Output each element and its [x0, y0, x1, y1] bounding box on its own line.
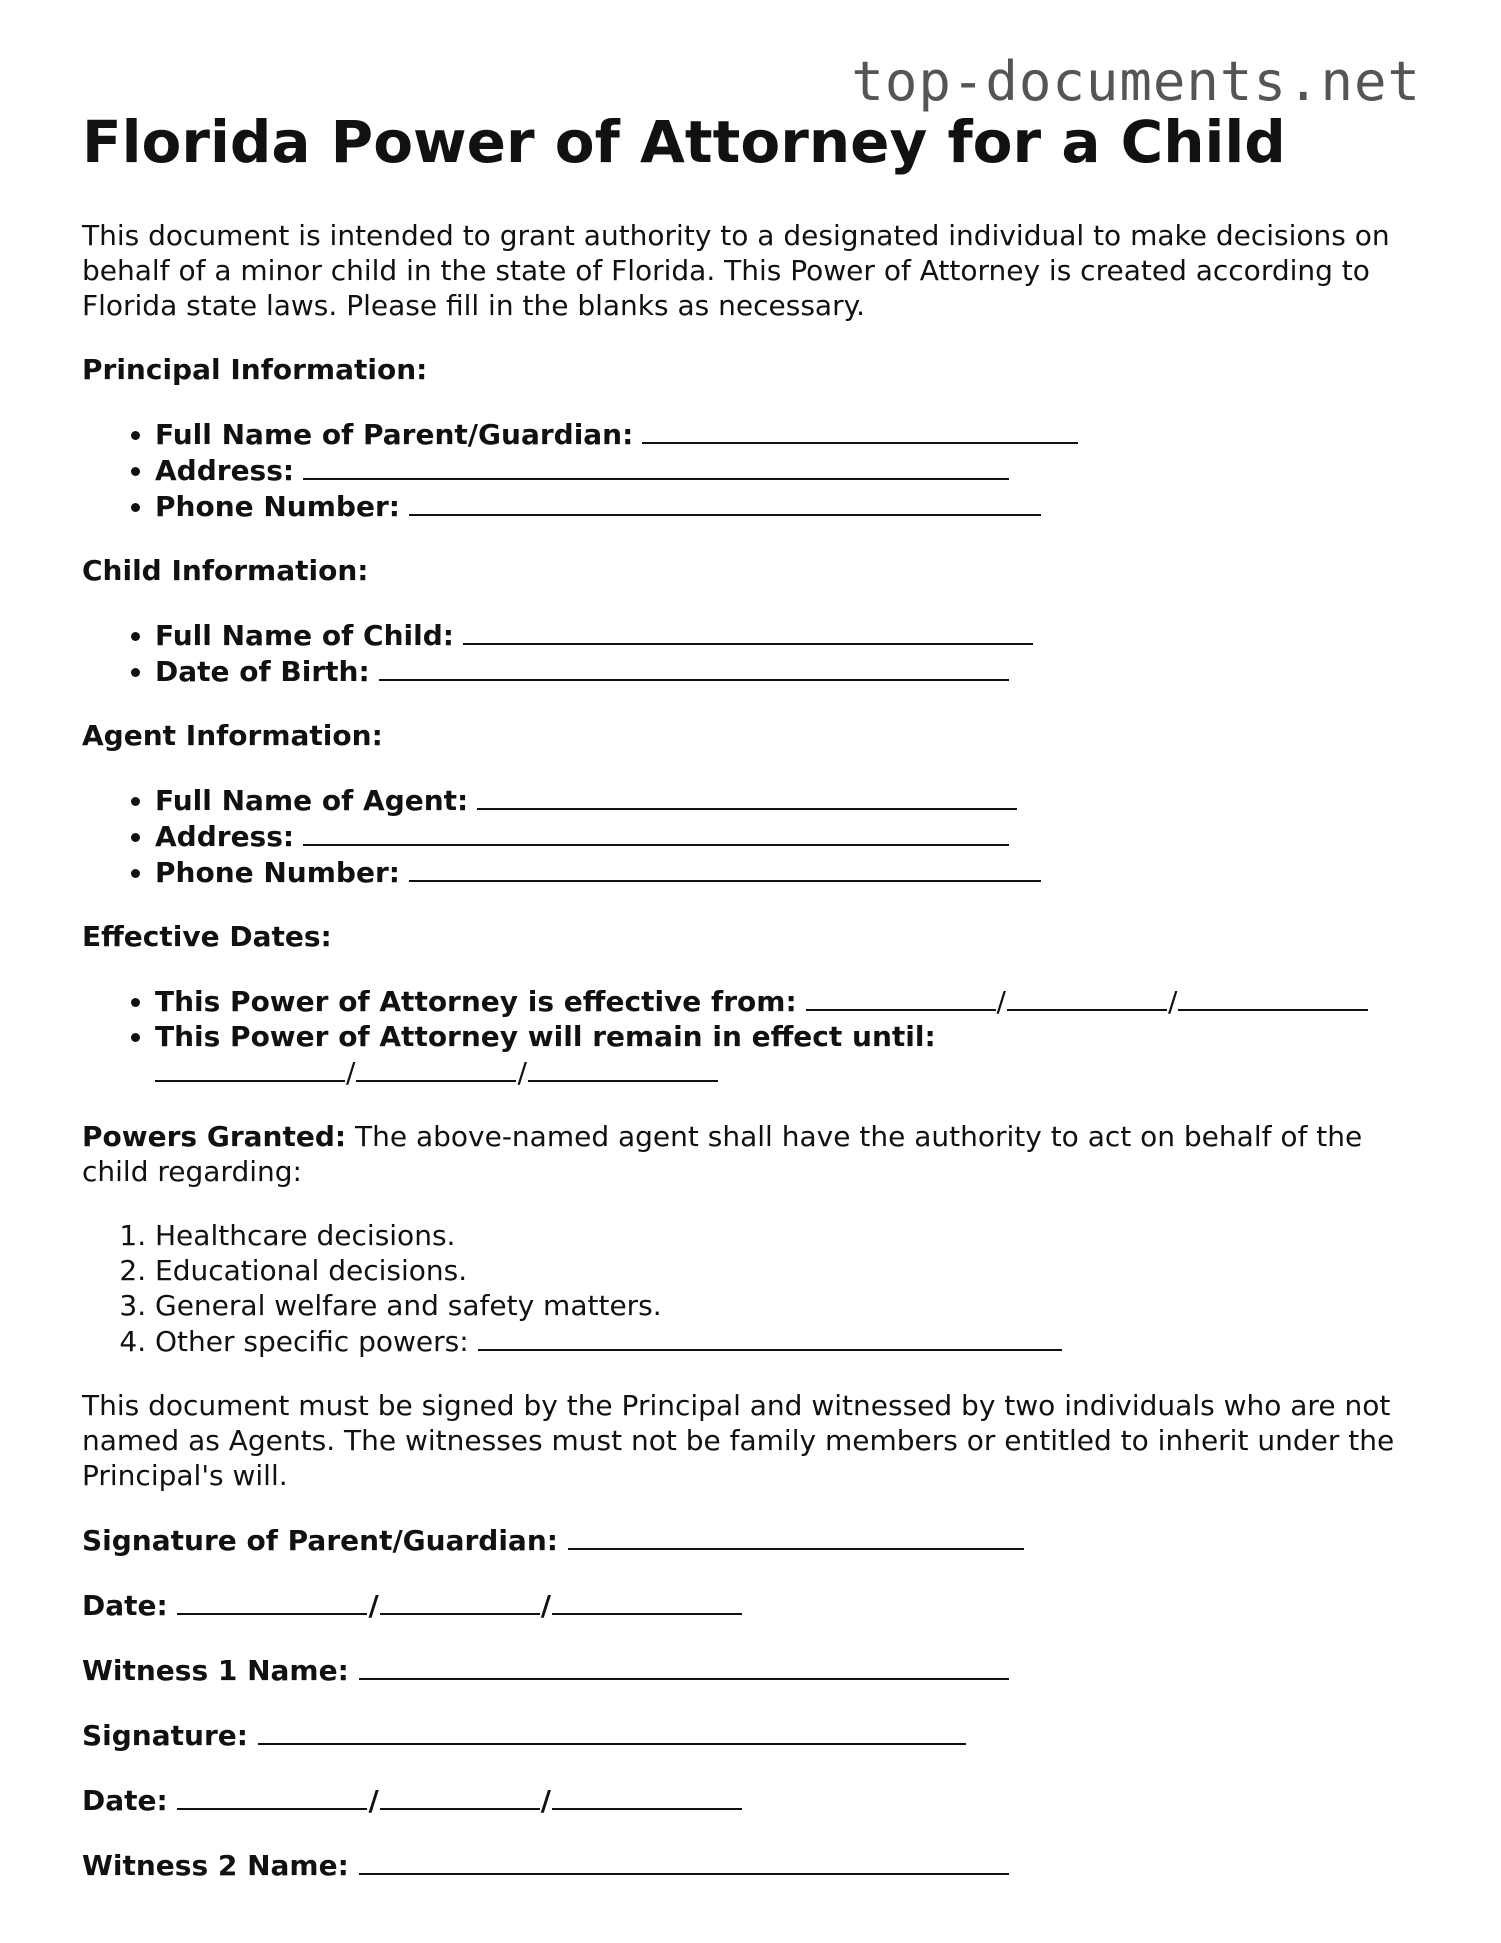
witness2-name-field	[82, 1847, 1422, 1883]
effective-fields	[82, 983, 1422, 1090]
date2-field	[82, 1782, 1422, 1818]
date-separator: /	[1167, 985, 1178, 1018]
field-label: Full Name of Agent:	[155, 784, 469, 817]
date2-year-blank[interactable]	[552, 1782, 742, 1810]
agent-address-field	[155, 818, 1422, 854]
watermark: top-documents.net	[851, 50, 1421, 113]
field-label: Date of Birth:	[155, 655, 370, 688]
date1-day-blank[interactable]	[380, 1587, 540, 1615]
principal-address-field	[155, 452, 1422, 488]
date1-month-blank[interactable]	[177, 1587, 367, 1615]
from-day-blank[interactable]	[1007, 983, 1167, 1011]
from-month-blank[interactable]	[806, 983, 996, 1011]
witness2-name-blank[interactable]	[359, 1847, 1009, 1875]
agent-address-blank[interactable]	[303, 818, 1009, 846]
parent-signature-blank[interactable]	[568, 1522, 1024, 1550]
principal-heading: Principal Information:	[82, 353, 428, 386]
witness1-name-blank[interactable]	[359, 1652, 1009, 1680]
until-day-blank[interactable]	[356, 1054, 516, 1082]
powers-heading: Powers Granted:	[82, 1120, 347, 1153]
child-dob-blank[interactable]	[379, 653, 1009, 681]
effective-from-field	[155, 983, 1422, 1019]
witness1-signature-field	[82, 1717, 1422, 1753]
power-item: 3. General welfare and safety matters.	[155, 1288, 1422, 1323]
child-fields	[82, 617, 1422, 689]
parent-signature-field	[82, 1522, 1422, 1558]
agent-fields	[82, 782, 1422, 890]
date-separator: /	[346, 1056, 356, 1089]
field-label: This Power of Attorney is effective from:	[155, 985, 797, 1018]
principal-name-field	[155, 416, 1422, 452]
field-label: Full Name of Child:	[155, 619, 454, 652]
power-item-label: Other specific powers:	[155, 1325, 469, 1358]
field-label: Date:	[82, 1589, 168, 1622]
effective-until-field	[155, 1019, 1422, 1090]
power-item: 2. Educational decisions.	[155, 1253, 1422, 1288]
principal-fields	[82, 416, 1422, 524]
date-separator: /	[996, 985, 1006, 1018]
date-separator: /	[368, 1589, 379, 1622]
principal-phone-field	[155, 488, 1422, 524]
date-separator: /	[517, 1056, 527, 1089]
field-label: Phone Number:	[155, 856, 400, 889]
child-dob-field	[155, 653, 1422, 689]
field-label: Witness 2 Name:	[82, 1849, 349, 1882]
until-month-blank[interactable]	[155, 1054, 345, 1082]
powers-list	[82, 1218, 1422, 1359]
powers-paragraph	[82, 1119, 1422, 1189]
date-separator: /	[540, 1589, 551, 1622]
agent-phone-blank[interactable]	[409, 854, 1041, 882]
agent-heading: Agent Information:	[82, 719, 383, 752]
date2-month-blank[interactable]	[177, 1782, 367, 1810]
date1-year-blank[interactable]	[552, 1587, 742, 1615]
date2-day-blank[interactable]	[380, 1782, 540, 1810]
date1-field	[82, 1587, 1422, 1623]
field-label: Date:	[82, 1784, 168, 1817]
from-year-blank[interactable]	[1178, 983, 1368, 1011]
document-title: Florida Power of Attorney for a Child	[82, 108, 1286, 176]
field-label: This Power of Attorney will remain in effect until:	[155, 1020, 936, 1053]
agent-name-blank[interactable]	[477, 782, 1017, 810]
child-heading: Child Information:	[82, 554, 369, 587]
agent-name-field	[155, 782, 1422, 818]
other-powers-blank[interactable]	[478, 1323, 1062, 1351]
witness1-signature-blank[interactable]	[258, 1717, 966, 1745]
field-label: Signature of Parent/Guardian:	[82, 1524, 558, 1557]
principal-address-blank[interactable]	[303, 452, 1009, 480]
field-label: Address:	[155, 454, 295, 487]
powers-text: The above-named agent shall have the authority to act on behalf of the child regarding:	[82, 1120, 1363, 1188]
date-separator: /	[368, 1784, 379, 1817]
principal-phone-blank[interactable]	[409, 488, 1041, 516]
principal-name-blank[interactable]	[642, 416, 1078, 444]
signing-notice: This document must be signed by the Principal and witnessed by two individuals who are not named as Agents. The witnesses must not be family members or entitled to inherit under the Principal's will.	[82, 1389, 1395, 1492]
field-label: Witness 1 Name:	[82, 1654, 349, 1687]
field-label: Phone Number:	[155, 490, 400, 523]
child-name-blank[interactable]	[463, 617, 1033, 645]
power-item-other	[155, 1323, 1422, 1359]
intro-paragraph: This document is intended to grant authority to a designated individual to make decisions on behalf of a minor child in the state of Florida. This Power of Attorney is created according to Florida state laws. Please fill in the blanks as necessary.	[82, 219, 1390, 322]
witness1-name-field	[82, 1652, 1422, 1688]
date-separator: /	[540, 1784, 551, 1817]
field-label: Address:	[155, 820, 295, 853]
power-item: 1. Healthcare decisions.	[155, 1218, 1422, 1253]
document-page	[82, 108, 1422, 1883]
field-label: Full Name of Parent/Guardian:	[155, 418, 634, 451]
field-label: Signature:	[82, 1719, 248, 1752]
child-name-field	[155, 617, 1422, 653]
effective-heading: Effective Dates:	[82, 920, 332, 953]
agent-phone-field	[155, 854, 1422, 890]
until-year-blank[interactable]	[528, 1054, 718, 1082]
